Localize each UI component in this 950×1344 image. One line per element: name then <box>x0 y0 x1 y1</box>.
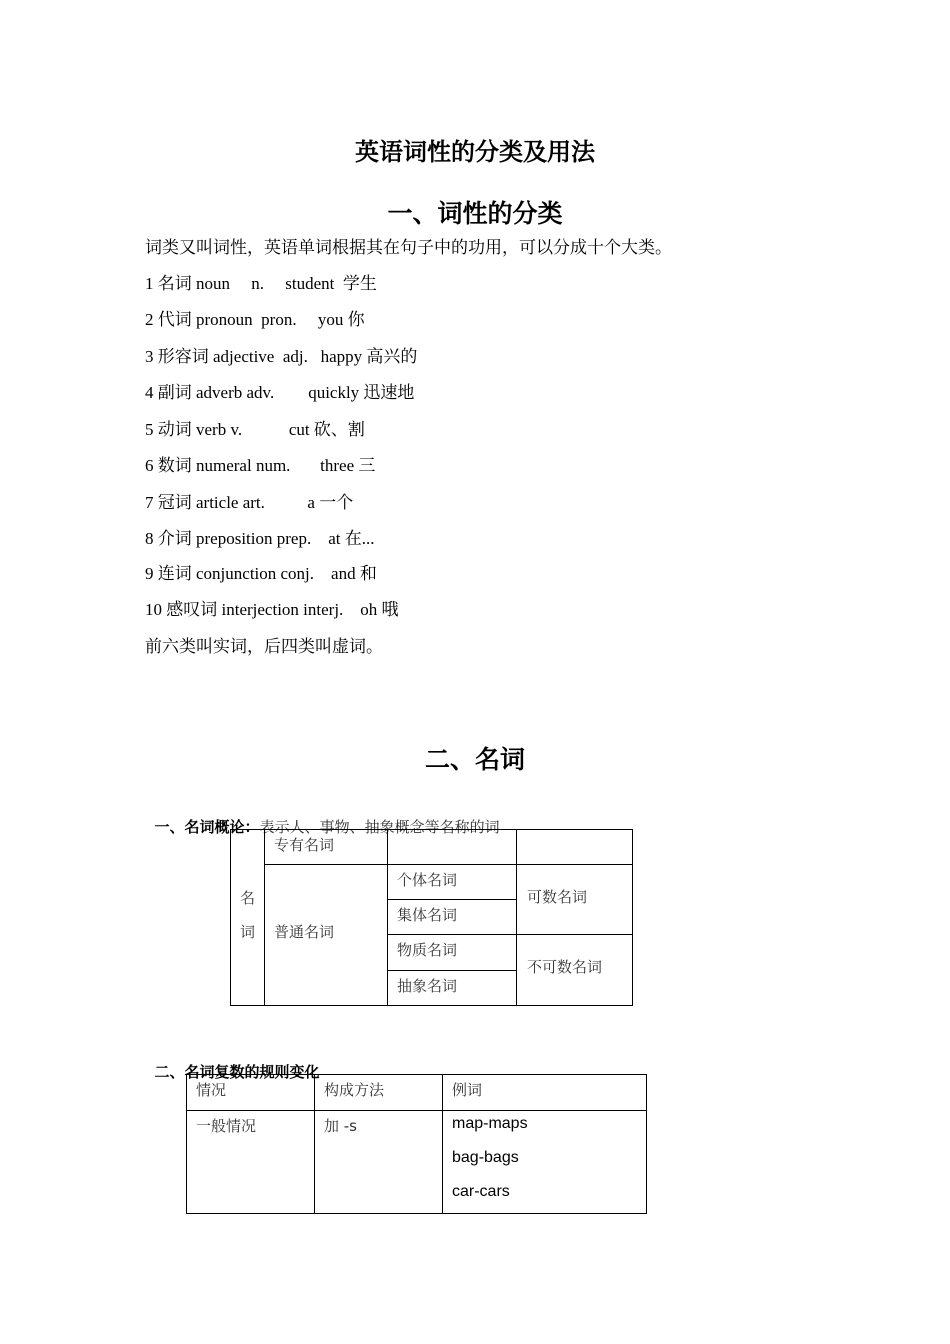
material-noun-cell <box>387 934 517 971</box>
example-word: bag-bags <box>452 1149 519 1166</box>
individual-noun-cell <box>387 864 517 900</box>
noun-root-char: 名 <box>240 889 256 907</box>
table-header-cell <box>186 1074 315 1111</box>
proper-noun-cell <box>264 829 388 865</box>
section-heading-word-classes: 一、词性的分类 <box>387 199 563 228</box>
example-word: map-maps <box>452 1115 528 1132</box>
individual-noun-label: 个体名词 <box>397 871 458 889</box>
noun-root-cell <box>230 829 265 1006</box>
word-class-item: 3 形容词 adjective adj. happy 高兴的 <box>145 347 418 366</box>
method-add-s: 加 -s <box>324 1117 357 1135</box>
table-header-cell <box>314 1074 443 1111</box>
proper-noun-label: 专有名词 <box>274 836 335 854</box>
word-class-item: 1 名词 noun n. student 学生 <box>145 274 377 293</box>
uncountable-noun-label: 不可数名词 <box>527 958 603 976</box>
section-heading-nouns: 二、名词 <box>424 745 525 774</box>
table-cell <box>442 1110 647 1214</box>
noun-concept-label: 一、名词概论： <box>154 818 260 836</box>
plural-rules-heading-text: 二、名词复数的规则变化 <box>154 1063 320 1081</box>
word-class-item: 2 代词 pronoun pron. you 你 <box>145 310 365 329</box>
empty-cell <box>387 829 517 865</box>
word-class-item: 10 感叹词 interjection interj. oh 哦 <box>145 600 399 619</box>
noun-concept-text: 表示人、事物、抽象概念等名称的词 <box>259 818 500 836</box>
header-method: 构成方法 <box>324 1081 385 1099</box>
common-noun-label: 普通名词 <box>274 923 335 941</box>
table-cell <box>314 1110 443 1214</box>
section1-closing: 前六类叫实词，后四类叫虚词。 <box>145 637 383 656</box>
noun-root-char: 词 <box>240 923 256 941</box>
example-word: car-cars <box>452 1183 510 1200</box>
word-class-item: 9 连词 conjunction conj. and 和 <box>145 564 377 583</box>
case-general: 一般情况 <box>196 1117 257 1135</box>
table-header-cell <box>442 1074 647 1111</box>
word-class-item: 8 介词 preposition prep. at 在... <box>145 529 375 548</box>
document-title: 英语词性的分类及用法 <box>355 138 595 166</box>
common-noun-cell <box>264 864 388 1006</box>
empty-cell <box>516 829 633 865</box>
word-class-item: 7 冠词 article art. a 一个 <box>145 493 354 512</box>
table-cell <box>186 1110 315 1214</box>
abstract-noun-cell <box>387 970 517 1006</box>
abstract-noun-label: 抽象名词 <box>397 977 458 995</box>
material-noun-label: 物质名词 <box>397 941 458 959</box>
word-class-item: 6 数词 numeral num. three 三 <box>145 456 376 475</box>
collective-noun-label: 集体名词 <box>397 906 458 924</box>
header-case: 情况 <box>196 1081 227 1099</box>
word-class-item: 5 动词 verb v. cut 砍、割 <box>145 420 365 439</box>
section1-intro: 词类又叫词性，英语单词根据其在句子中的功用，可以分成十个大类。 <box>145 238 672 257</box>
countable-noun-cell <box>516 864 633 935</box>
collective-noun-cell <box>387 899 517 935</box>
uncountable-noun-cell <box>516 934 633 1006</box>
word-class-item: 4 副词 adverb adv. quickly 迅速地 <box>145 383 415 402</box>
header-examples: 例词 <box>452 1081 483 1099</box>
countable-noun-label: 可数名词 <box>527 888 588 906</box>
